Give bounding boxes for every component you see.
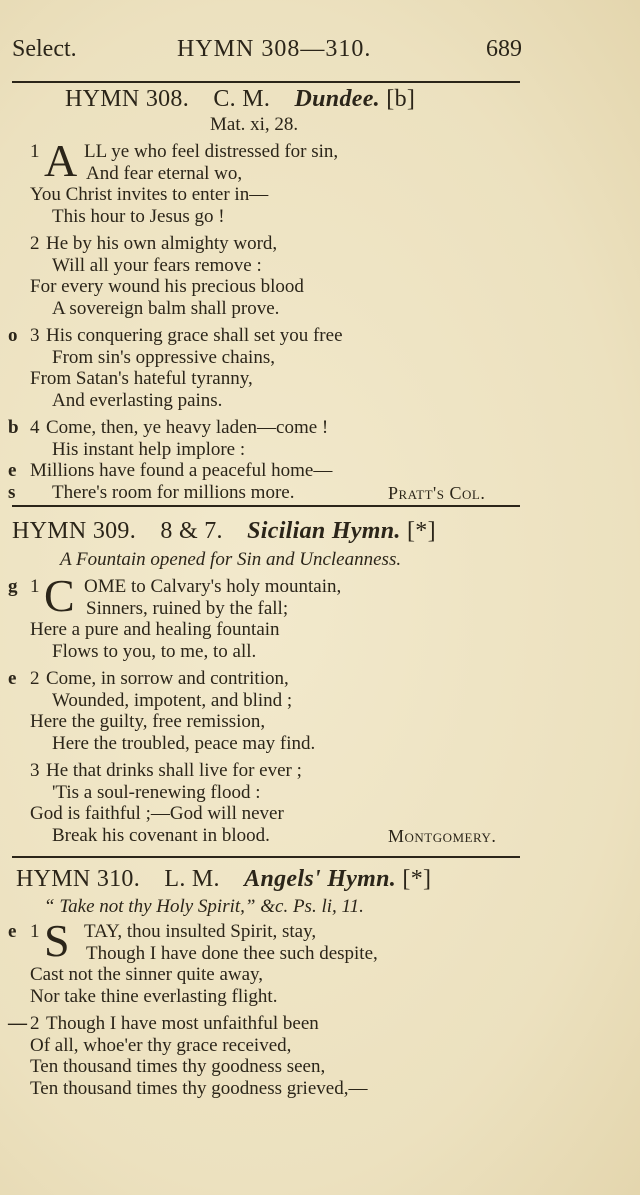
stanza-number: 2	[30, 1013, 40, 1034]
hymn-meter: C. M.	[213, 86, 271, 112]
stanza-number: 3	[30, 325, 40, 346]
line-text: Here a pure and healing fountain	[30, 619, 280, 641]
dynamic-marker: e	[8, 921, 17, 942]
hymn-mark: [*]	[402, 866, 432, 892]
line-text: His conquering grace shall set you free	[46, 325, 343, 346]
line-text: Here the guilty, free remission,	[30, 711, 266, 733]
hymn-reference	[44, 896, 364, 918]
hymn-tune: Dundee.	[294, 86, 380, 112]
page-number: 689	[486, 36, 522, 62]
line-text: He that drinks shall live for ever ;	[46, 760, 302, 781]
hymn-number: HYMN 309.	[12, 518, 137, 544]
line-text: You Christ invites to enter in—	[30, 184, 269, 206]
line-text: Sinners, ruined by the fall;	[86, 597, 289, 619]
line-text: Though I have most unfaithful been	[46, 1013, 319, 1034]
running-header	[12, 36, 522, 68]
line-text: From sin's oppressive chains,	[52, 346, 275, 368]
line-text: For every wound his precious blood	[30, 276, 304, 298]
dynamic-marker: e	[8, 668, 17, 689]
dynamic-marker: s	[8, 481, 16, 503]
line-text: Come, then, ye heavy laden—come !	[46, 417, 329, 438]
line-text: Will all your fears remove :	[52, 254, 262, 276]
hymn-number: HYMN 310.	[16, 866, 141, 892]
reference-text: Mat. xi, 28.	[210, 114, 299, 135]
drop-cap: A	[44, 135, 78, 186]
hymn-title	[16, 866, 431, 893]
hymn-number: HYMN 308.	[65, 86, 190, 112]
line-text: Though I have done thee such despite,	[86, 942, 378, 964]
line-text: Of all, whoe'er thy grace received,	[30, 1034, 292, 1056]
hymn-meter: L. M.	[164, 866, 220, 892]
line-text: God is faithful ;—God will never	[30, 803, 284, 825]
line-text: And fear eternal wo,	[86, 162, 243, 184]
line-text: Come, in sorrow and contrition,	[46, 668, 289, 689]
dynamic-marker: g	[8, 576, 18, 597]
line-text: Here the troubled, peace may find.	[52, 732, 316, 754]
hymn-title	[65, 86, 415, 113]
reference-text: A Fountain opened for Sin and Uncleanness.	[60, 549, 402, 570]
line-text: LL ye who feel distressed for sin,	[84, 141, 339, 162]
hymn-mark: [b]	[386, 86, 416, 112]
stanza-number: 2	[30, 233, 40, 254]
line-text: A sovereign balm shall prove.	[52, 297, 280, 319]
hymn-meter: 8 & 7.	[160, 518, 223, 544]
line-text: Cast not the sinner quite away,	[30, 964, 264, 986]
section-label: Select.	[12, 36, 77, 62]
dynamic-marker: o	[8, 325, 18, 346]
line-text: Ten thousand times thy goodness grieved,—	[30, 1077, 368, 1099]
line-text: This hour to Jesus go !	[52, 205, 225, 227]
header-title: HYMN 308—310.	[177, 36, 372, 62]
dynamic-marker: b	[8, 417, 19, 438]
line-text: Flows to you, to me, to all.	[52, 640, 257, 662]
dynamic-marker: e	[8, 460, 17, 482]
stanza-number: 1	[30, 921, 40, 942]
hymn-divider	[12, 856, 520, 858]
line-text: 'Tis a soul-renewing flood :	[52, 781, 261, 803]
hymn-mark: [*]	[407, 518, 436, 544]
stanza-number: 1	[30, 576, 40, 597]
line-text: Break his covenant in blood.	[52, 824, 270, 846]
line-text: Millions have found a peaceful home—	[30, 460, 333, 482]
stanza-number: 1	[30, 141, 40, 162]
line-text: His instant help implore :	[52, 438, 246, 460]
drop-cap: S	[44, 915, 70, 966]
hymn-tune: Angels' Hymn.	[244, 866, 397, 892]
line-text: From Satan's hateful tyranny,	[30, 368, 253, 390]
line-text: OME to Calvary's holy mountain,	[84, 576, 342, 597]
line-text: Nor take thine everlasting flight.	[30, 985, 278, 1007]
reference-text: “ Take not thy Holy Spirit,” &c. Ps. li, 11.	[44, 896, 364, 917]
hymn-title	[12, 518, 436, 545]
hymn-divider	[12, 505, 520, 507]
dynamic-marker: —	[8, 1013, 27, 1034]
attribution: Pratt's Col.	[388, 482, 486, 503]
hymn-reference	[60, 549, 401, 571]
line-text: Wounded, impotent, and blind ;	[52, 689, 293, 711]
line-text: Ten thousand times thy goodness seen,	[30, 1056, 326, 1078]
hymn-tune: Sicilian Hymn.	[247, 518, 401, 544]
line-text: He by his own almighty word,	[46, 233, 278, 254]
attribution: Montgomery.	[388, 825, 497, 846]
stanza-number: 3	[30, 760, 40, 781]
line-text: And everlasting pains.	[52, 389, 223, 411]
line-text: There's room for millions more.	[52, 481, 295, 503]
hymn-reference	[210, 114, 298, 136]
stanza-number: 4	[30, 417, 40, 438]
header-rule	[12, 81, 520, 83]
drop-cap: C	[44, 570, 75, 621]
line-text: TAY, thou insulted Spirit, stay,	[84, 921, 317, 942]
stanza-number: 2	[30, 668, 40, 689]
